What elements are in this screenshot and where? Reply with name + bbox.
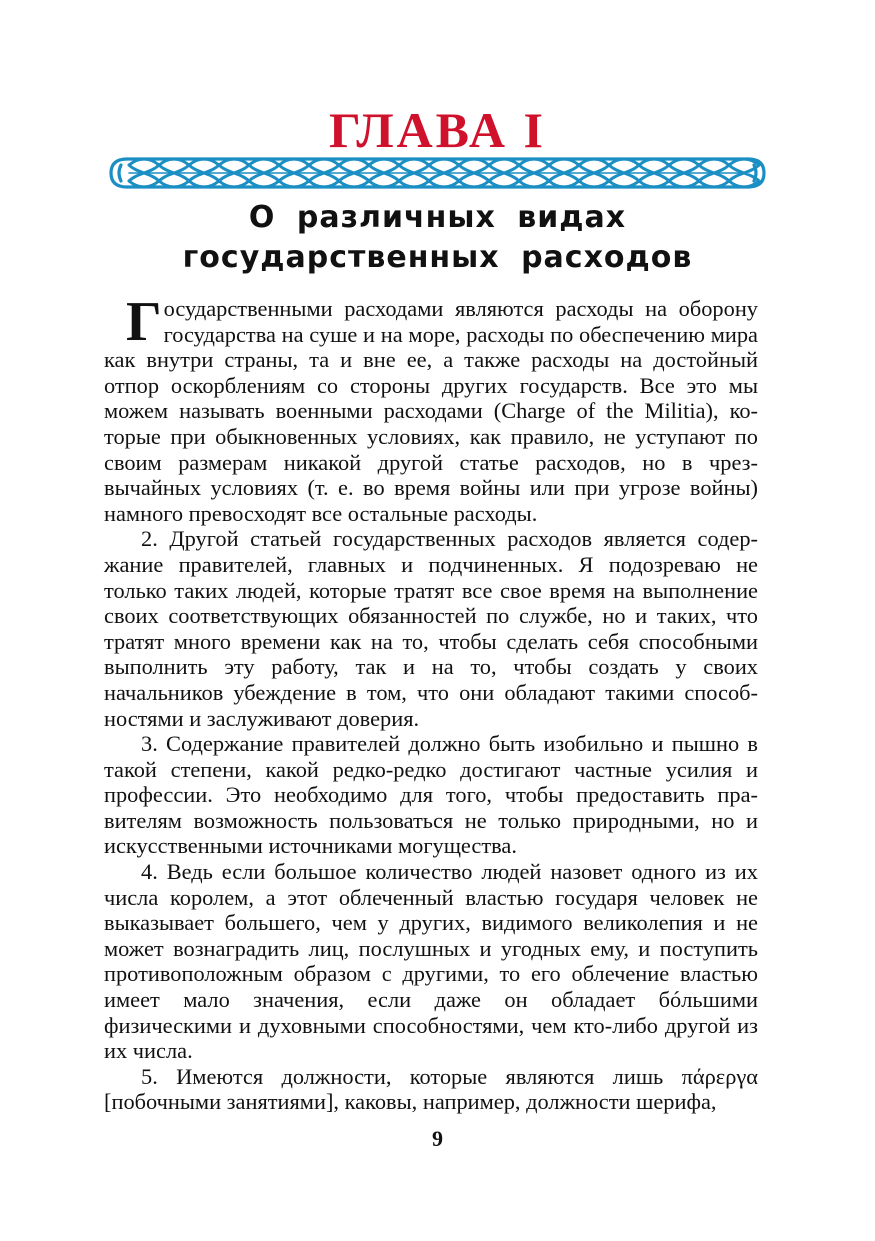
- chapter-subtitle: [0, 198, 875, 278]
- paragraph-3: 3. Содержание правителей должно быть изобильно и пышно в такой степени, какой редко-редко достигают частные усилия и профессии. Это необходимо для того, чтобы предоставить правителям возможность пользоваться не только природными, но и искусственными источниками могущества.: [104, 731, 758, 859]
- chapter-body: [104, 291, 758, 1115]
- subtitle-line-2: государственных расходов: [182, 240, 693, 275]
- celtic-knot-ornament: [105, 151, 770, 195]
- subtitle-line-1: О различных видах: [248, 200, 627, 235]
- paragraph-1-text: осударственными расходами являются расходы на оборону государства на суше и на море, расходы по обеспечению мира как внутри страны, та и вне ее, а также расходы на достойный отпор оскорблениям со стороны других государств. Все это мы можем называть военными расходами (Charge of the Militia), которые при обыкновенных условиях, как правило, не уступают по своим размерам никакой другой статье расходов, но в чрезвычайных условиях (т. е. во время войны или при угрозе войны) намного превосходят все остальные расходы.: [104, 296, 758, 526]
- paragraph-4: 4. Ведь если большое количество людей назовет одного из их числа королем, а этот облеченный властью государя человек не выказывает большего, чем у других, видимого великолепия и не может вознаградить лиц, послушных и угодных ему, и поступить противоположным образом с другими, то его облечение властью имеет мало значения, если даже он обладает бóльшими физическими и духовными способностями, чем кто-либо другой из их числа.: [104, 859, 758, 1064]
- paragraph-5: 5. Имеются должности, которые являются лишь πάρεργα [побочными занятиями], каковы, например, должности шерифа,: [104, 1063, 758, 1115]
- page-number: 9: [432, 1126, 443, 1151]
- drop-cap: Г: [126, 291, 162, 353]
- paragraph-1: [104, 291, 758, 526]
- chapter-title: ГЛАВА I: [329, 102, 546, 158]
- paragraph-2: 2. Другой статьей государственных расходов является содержание правителей, главных и подчиненных. Я подозреваю не только таких людей, которые тратят все свое время на выполнение своих соответствующих обязанностей по службе, но и таких, что тратят много времени как на то, чтобы сделать себя способными выполнить эту работу, так и на то, чтобы создать у своих начальников убеждение в том, что они обладают такими способностями и заслуживают доверия.: [104, 526, 758, 731]
